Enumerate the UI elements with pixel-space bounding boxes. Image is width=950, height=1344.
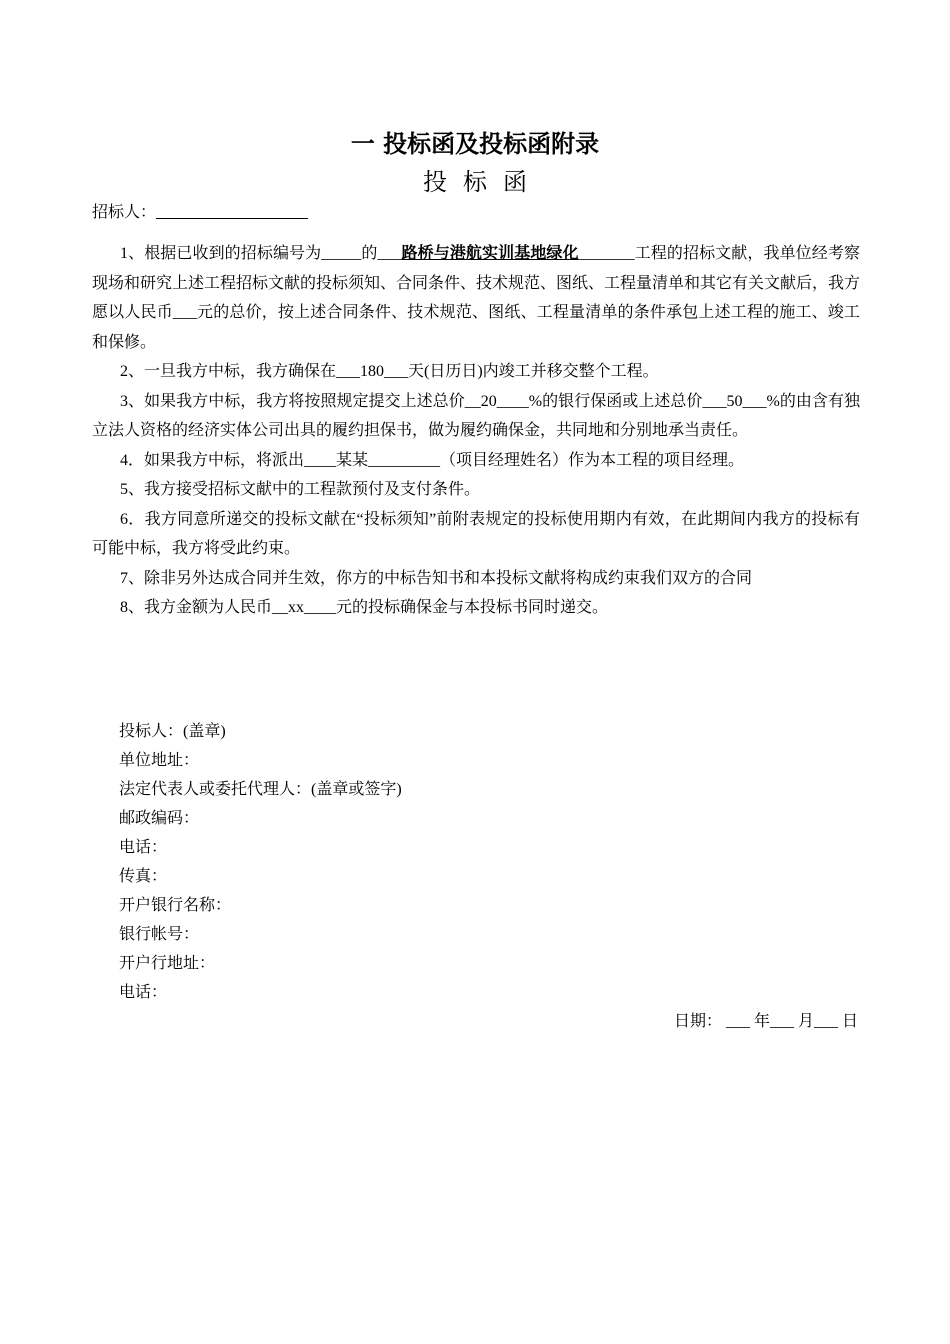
clause-3-text: %的由含有独立法人资格的经济实体公司出具的履约担保书，做为履约确保金，共同地和分别地承当责任。 [92,392,860,439]
clause-2 [92,357,860,387]
date-line [674,1010,858,1034]
postcode-line: 邮政编码： [119,810,200,827]
clause-1-text: 元的总价，按上述合同条件、技术规范、图纸、工程量清单的条件承包上述工程的施工、竣工和保修。 [92,304,860,351]
phone-line: 电话： [119,839,168,856]
bank-address-line: 开户行地址： [119,955,216,972]
date-day-blank: ___ [813,1013,838,1030]
phone-line-2: 电话： [119,984,168,1001]
date-month-label: 月 [797,1013,814,1030]
date-label: 日期： [673,1013,722,1030]
clause-6: 6．我方同意所递交的投标文献在“投标须知”前附表规定的投标使用期内有效，在此期间内我方的投标有可能中标，我方将受此约束。 [92,510,860,557]
clause-1 [92,238,860,357]
clause-1-text: 的 [361,245,378,262]
clause-7: 7、除非另外达成合同并生效，你方的中标告知书和本投标文献将构成约束我们双方的合同 [120,569,753,587]
price-blank: ___ [172,304,197,321]
clause-3 [92,387,860,446]
date-day-label: 日 [841,1013,858,1030]
project-blank-right: _______ [578,245,635,262]
clause-5: 5、我方接受招标文献中的工程款预付及支付条件。 [120,481,481,498]
recipient-label: 招标人： [92,204,157,221]
clause-4 [92,446,860,476]
document-subtitle: 投标函 [423,168,543,196]
recipient-blank: ___________________ [156,204,309,221]
clause-4-text: 4．如果我方中标，将派出 [120,451,305,469]
clause-4-text: （项目经理姓名）作为本工程的项目经理。 [440,451,745,469]
bid-bond-amount: __xx____ [272,599,337,616]
date-year-label: 年 [753,1013,770,1030]
performance-bond-percent: ___50___ [702,392,767,410]
bank-guarantee-percent: __20____ [464,392,529,410]
clause-2-text: 天(日历日)内竣工并移交整个工程。 [408,363,659,380]
clause-8 [92,593,860,623]
clause-2-text: 2、一旦我方中标，我方确保在 [120,363,337,380]
address-line: 单位地址： [119,752,200,769]
bidder-line: 投标人：(盖章) [119,723,226,740]
bank-name-line: 开户银行名称： [119,897,232,914]
clause-1-text: 1、根据已收到的招标编号为 [120,245,322,262]
project-blank-left: ___ [377,245,402,262]
tender-number-blank: _____ [321,245,362,262]
clause-8-text: 8、我方金额为人民币 [120,599,273,616]
project-name: 路桥与港航实训基地绿化 [401,243,579,262]
bank-account-line: 银行帐号： [119,926,200,943]
project-manager-name: ____某某_________ [304,451,441,469]
document-title: 一 投标函及投标函附录 [350,130,600,158]
date-month-blank: ___ [769,1013,794,1030]
recipient-line [92,201,308,225]
date-year-blank: ___ [725,1013,750,1030]
clause-3-text: %的银行保函或上述总价 [528,392,703,410]
representative-line: 法定代表人或委托代理人：(盖章或签字) [119,781,402,798]
fax-line: 传真： [119,868,168,885]
completion-days: ___180___ [336,363,409,380]
letter-body [92,238,860,623]
signature-block [119,717,402,1007]
clause-8-text: 元的投标确保金与本投标书同时递交。 [336,599,609,616]
clause-1-text: 工程的招标文献，我单位经考察现场和研究上述工程招标文献的投标须知、合同条件、技术规范、图纸、工程量清单和其它有关文献后，我方愿以人民币 [92,245,861,321]
clause-3-text: 3、如果我方中标，我方将按照规定提交上述总价 [120,392,465,410]
